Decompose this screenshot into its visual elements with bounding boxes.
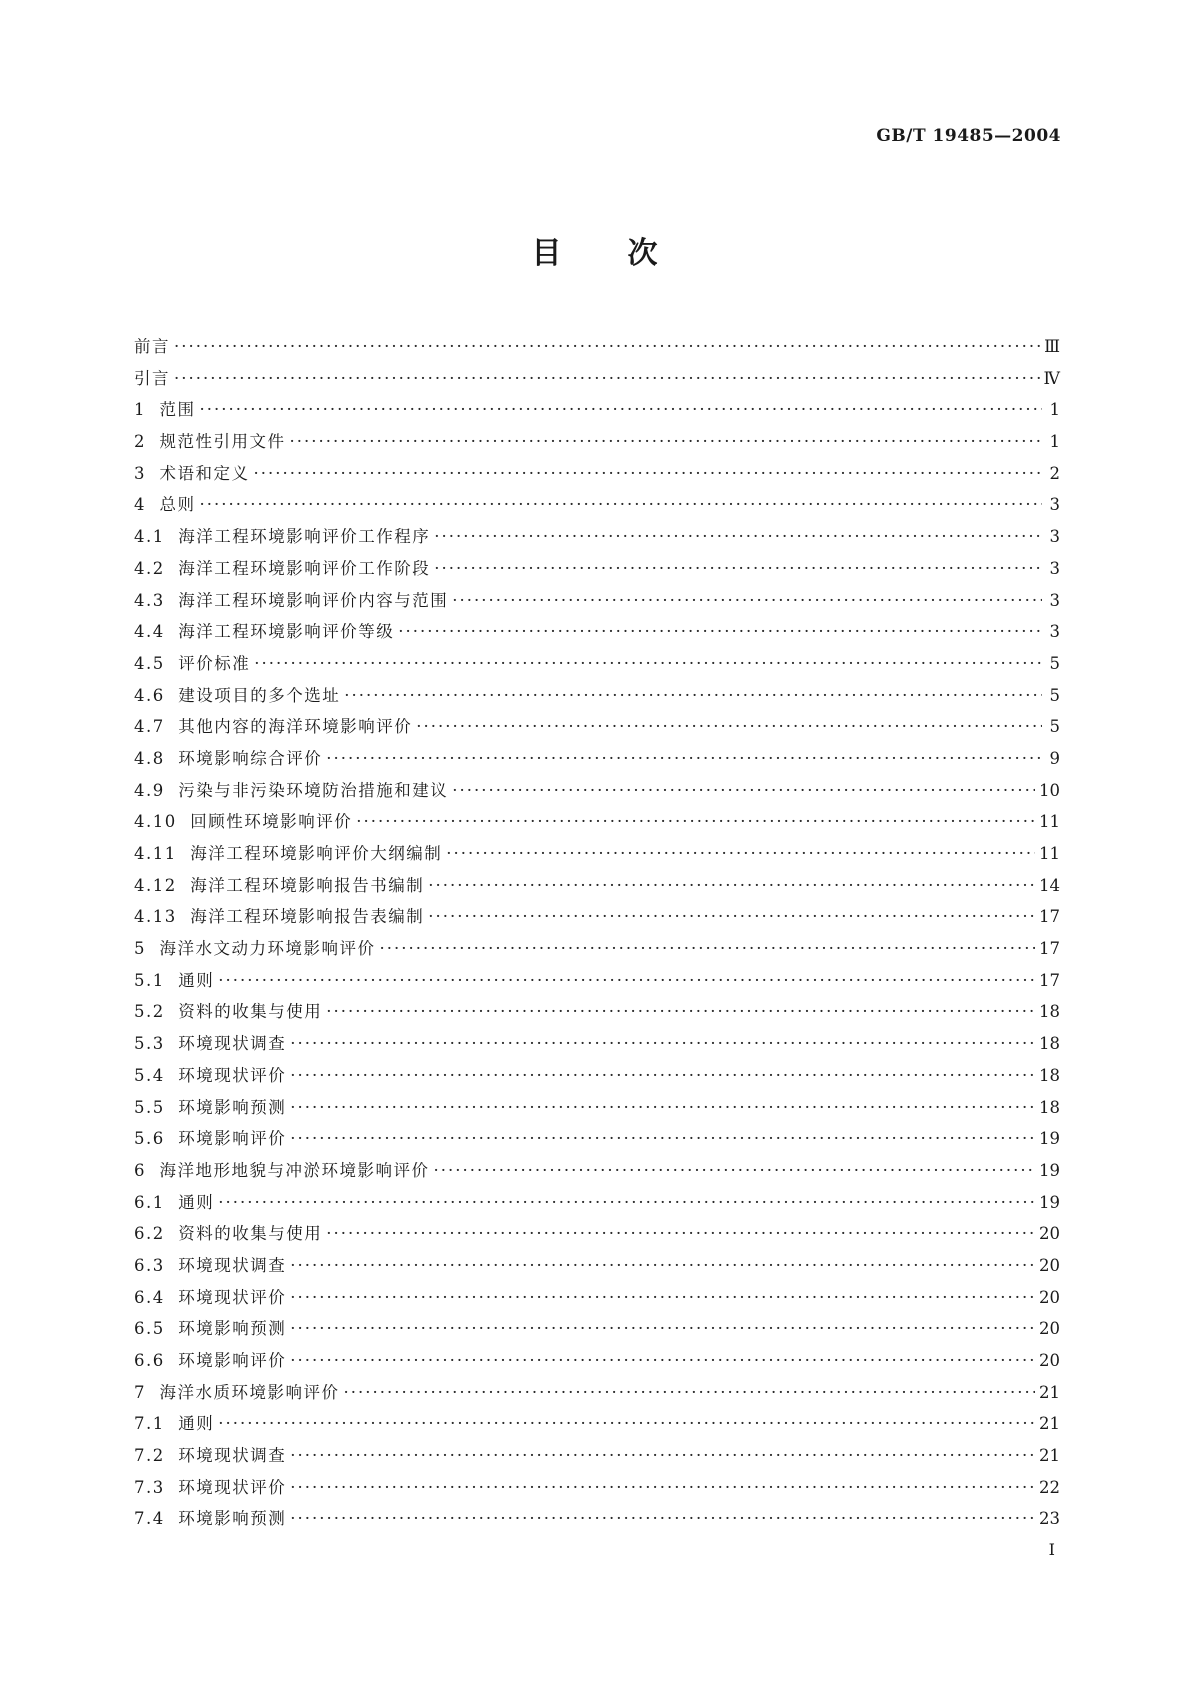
toc-dot-leader [290,1060,1035,1092]
toc-entry-page: 5 [1049,653,1060,673]
toc-entry-label: 4.3 海洋工程环境影响评价内容与范围 [134,590,449,610]
toc-entry-label: 5.2 资料的收集与使用 [134,1002,323,1022]
toc-dot-leader [326,1218,1035,1250]
toc-dot-leader [290,1282,1035,1314]
toc-entry-page: 3 [1049,558,1060,578]
toc-dot-leader [290,1345,1035,1377]
toc-entry[interactable] [134,680,1060,712]
toc-dot-leader [218,1408,1035,1440]
toc-entry-label: 5.3 环境现状调查 [134,1034,287,1054]
toc-dot-leader [344,680,1042,712]
toc-dot-leader [398,616,1042,648]
toc-entry[interactable] [134,933,1060,965]
toc-entry-label: 4.1 海洋工程环境影响评价工作程序 [134,527,431,547]
toc-entry-page: 14 [1039,875,1060,895]
toc-entry-label: 前言 [134,337,170,356]
page-title-right: 次 [627,236,660,271]
toc-dot-leader [200,489,1043,521]
toc-entry-label: 1 范围 [134,400,196,420]
toc-entry[interactable] [134,458,1060,490]
toc-entry-label: 4.8 环境影响综合评价 [134,748,323,768]
page-number: I [1048,1540,1055,1559]
toc-entry-page: 3 [1049,495,1060,515]
toc-dot-leader [344,1377,1036,1409]
toc-dot-leader [290,1092,1035,1124]
toc-dot-leader [254,648,1042,680]
toc-entry-page: 21 [1039,1446,1060,1466]
toc-dot-leader [326,743,1042,775]
toc-entry-label: 6.6 环境影响评价 [134,1351,287,1370]
toc-entry[interactable] [134,806,1060,838]
toc-dot-leader [356,806,1035,838]
toc-entry-page: 10 [1039,780,1060,800]
toc-entry[interactable] [134,1123,1060,1155]
toc-dot-leader [428,901,1035,933]
toc-entry-page: Ⅲ [1044,337,1060,356]
toc-entry-label: 4.9 污染与非污染环境防治措施和建议 [134,780,449,800]
toc-entry[interactable] [134,553,1060,585]
toc-entry[interactable] [134,870,1060,902]
toc-dot-leader [428,870,1035,902]
toc-entry-label: 5.1 通则 [134,970,215,990]
toc-entry-page: 17 [1039,970,1060,990]
toc-entry[interactable] [134,1408,1060,1440]
toc-dot-leader [174,363,1040,395]
toc-entry-page: 19 [1039,1192,1060,1212]
toc-entry-label: 6.1 通则 [134,1192,215,1212]
toc-entry[interactable] [134,521,1060,553]
page-title [0,228,1191,272]
toc-entry[interactable] [134,1440,1060,1472]
toc-entry-page: 18 [1039,1065,1060,1085]
toc-entry[interactable] [134,1218,1060,1250]
toc-entry[interactable] [134,1377,1060,1409]
toc-entry[interactable] [134,1092,1060,1124]
toc-entry[interactable] [134,489,1060,521]
toc-dot-leader [446,838,1035,870]
toc-entry-label: 6.4 环境现状评价 [134,1287,287,1307]
toc-entry[interactable] [134,775,1060,807]
toc-entry[interactable] [134,426,1060,458]
toc-entry-page: 20 [1039,1255,1060,1275]
toc-dot-leader [434,521,1042,553]
toc-entry-page: 5 [1049,717,1060,737]
toc-dot-leader [290,1472,1035,1504]
toc-entry-page: 20 [1039,1224,1060,1244]
toc-entry-label: 4 总则 [134,495,196,515]
toc-entry[interactable] [134,1472,1060,1504]
toc-entry-page: 3 [1049,527,1060,547]
toc-entry-page: 1 [1049,400,1060,420]
toc-dot-leader [452,775,1035,807]
toc-entry-label: 4.10 回顾性环境影响评价 [134,812,353,832]
toc-entry[interactable] [134,996,1060,1028]
toc-entry-label: 7 海洋水质环境影响评价 [134,1382,340,1402]
toc-entry-label: 4.12 海洋工程环境影响报告书编制 [134,875,425,895]
toc-dot-leader [290,426,1043,458]
toc-entry-label: 5.5 环境影响预测 [134,1097,287,1117]
toc-entry[interactable] [134,838,1060,870]
toc-entry-label: 4.5 评价标准 [134,653,251,673]
toc-entry-page: 3 [1049,590,1060,610]
toc-entry-page: 21 [1039,1414,1060,1434]
toc-entry-page: 11 [1039,812,1060,832]
toc-dot-leader [326,996,1035,1028]
toc-dot-leader [434,553,1042,585]
toc-entry-label: 7.2 环境现状调查 [134,1446,287,1466]
toc-entry[interactable] [134,1060,1060,1092]
toc-entry-label: 4.4 海洋工程环境影响评价等级 [134,622,395,642]
toc-entry-label: 7.4 环境影响预测 [134,1509,287,1529]
toc-entry-page: 20 [1039,1287,1060,1307]
toc-entry-page: 21 [1039,1382,1060,1402]
toc-entry-page: 17 [1039,939,1060,959]
toc-entry-label: 6.3 环境现状调查 [134,1255,287,1275]
toc-entry[interactable] [134,1187,1060,1219]
toc-entry-label: 4.2 海洋工程环境影响评价工作阶段 [134,558,431,578]
toc-entry-page: 3 [1049,622,1060,642]
toc-entry-label: 3 术语和定义 [134,463,250,483]
toc-dot-leader [452,585,1042,617]
toc-entry[interactable] [134,1028,1060,1060]
toc-entry[interactable] [134,394,1060,426]
toc-entry-page: 17 [1039,907,1060,927]
toc-entry-label: 4.6 建设项目的多个选址 [134,685,341,705]
toc-entry-label: 4.11 海洋工程环境影响评价大纲编制 [134,844,443,863]
toc-entry-page: 18 [1039,1002,1060,1022]
toc-entry[interactable] [134,363,1060,395]
toc-entry[interactable] [134,1282,1060,1314]
toc-entry-page: 18 [1039,1034,1060,1054]
toc-dot-leader [290,1440,1035,1472]
toc-dot-leader [290,1503,1035,1535]
toc-entry[interactable] [134,1345,1060,1377]
toc-entry-page: 19 [1039,1160,1060,1180]
toc-entry[interactable] [134,1250,1060,1282]
toc-entry[interactable] [134,585,1060,617]
toc-entry-label: 4.13 海洋工程环境影响报告表编制 [134,907,425,927]
toc-entry-label: 引言 [134,368,170,388]
toc-entry-page: Ⅳ [1043,368,1060,388]
toc-entry[interactable] [134,711,1060,743]
toc-entry-label: 7.1 通则 [134,1414,215,1434]
toc-dot-leader [290,1250,1035,1282]
toc-entry-label: 6.5 环境影响预测 [134,1319,287,1339]
toc-entry[interactable] [134,743,1060,775]
toc-entry[interactable] [134,1503,1060,1535]
table-of-contents [134,331,1060,1535]
toc-entry-page: 23 [1039,1509,1060,1529]
toc-entry[interactable] [134,648,1060,680]
toc-entry-label: 5.4 环境现状评价 [134,1065,287,1085]
toc-entry-label: 2 规范性引用文件 [134,432,286,452]
toc-entry[interactable] [134,1313,1060,1345]
toc-dot-leader [290,1028,1035,1060]
toc-entry[interactable] [134,616,1060,648]
toc-entry-page: 19 [1039,1129,1060,1149]
toc-entry[interactable] [134,901,1060,933]
toc-entry-page: 2 [1049,463,1060,483]
toc-entry-page: 22 [1039,1477,1060,1497]
toc-dot-leader [290,1123,1035,1155]
toc-entry-label: 5.6 环境影响评价 [134,1129,287,1149]
toc-dot-leader [218,965,1035,997]
toc-entry-page: 1 [1049,432,1060,452]
toc-dot-leader [200,394,1043,426]
toc-entry-label: 6 海洋地形地貌与冲淤环境影响评价 [134,1160,430,1180]
toc-entry-page: 20 [1039,1351,1060,1370]
toc-entry[interactable] [134,331,1060,363]
toc-dot-leader [174,331,1040,363]
toc-entry-page: 18 [1039,1097,1060,1117]
toc-entry-label: 7.3 环境现状评价 [134,1477,287,1497]
toc-dot-leader [380,933,1036,965]
toc-entry-label: 5 海洋水文动力环境影响评价 [134,939,376,959]
page-title-left: 目 [531,236,564,271]
toc-entry-page: 11 [1039,844,1060,863]
standard-code: GB/T 19485—2004 [876,126,1061,146]
toc-entry-label: 6.2 资料的收集与使用 [134,1224,323,1244]
toc-entry-page: 9 [1049,748,1060,768]
toc-dot-leader [254,458,1043,490]
toc-entry-page: 20 [1039,1319,1060,1339]
toc-entry[interactable] [134,1155,1060,1187]
toc-entry-label: 4.7 其他内容的海洋环境影响评价 [134,717,413,737]
toc-dot-leader [416,711,1042,743]
toc-entry-page: 5 [1049,685,1060,705]
toc-entry[interactable] [134,965,1060,997]
toc-dot-leader [434,1155,1036,1187]
toc-dot-leader [218,1187,1035,1219]
toc-dot-leader [290,1313,1035,1345]
